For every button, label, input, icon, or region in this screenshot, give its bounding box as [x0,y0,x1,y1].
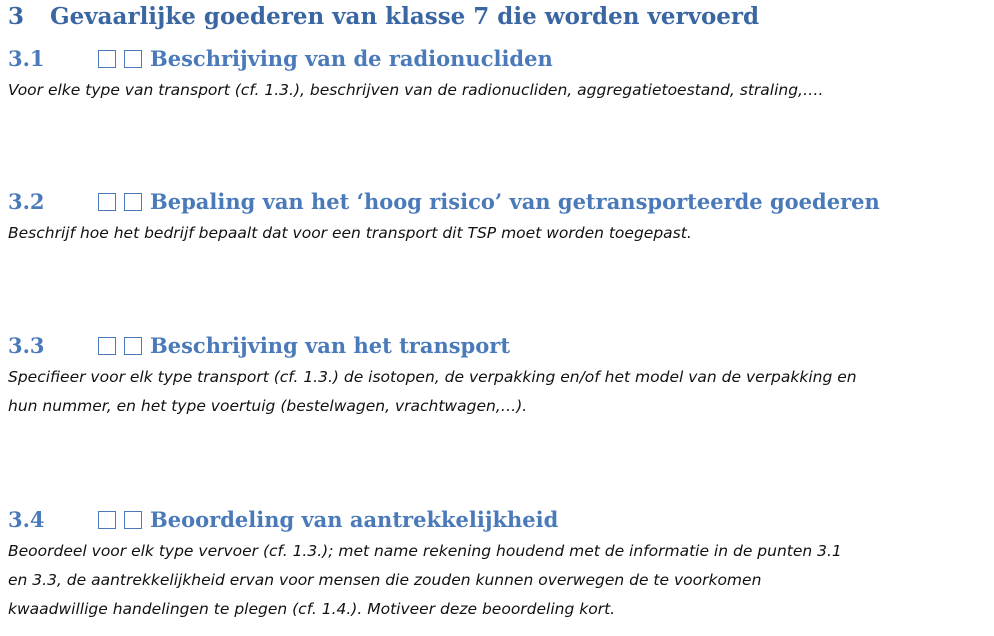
section-number: 3.3 [8,333,45,358]
body-line: en 3.3, de aantrekkelijkheid ervan voor mensen die zouden kunnen overwegen de te voorkomen [8,571,762,589]
section-3-4 [8,503,988,624]
section-heading [8,185,988,219]
section-3-3 [8,329,988,421]
body-line: kwaadwillige handelingen te plegen (cf. 1.4.). Motiveer deze beoordeling kort. [8,600,616,618]
section-title: Beoordeling van aantrekkelijkheid [150,507,559,532]
chapter-number: 3 [8,3,25,30]
checkbox-icon[interactable] [98,511,116,529]
checkbox-icon[interactable] [98,50,116,68]
chapter-heading [8,0,759,34]
section-body [8,76,988,105]
checkbox-icon[interactable] [98,193,116,211]
body-line: Specifieer voor elk type transport (cf. 1.3.) de isotopen, de verpakking en/of het model van de verpakking en [8,368,857,386]
section-body [8,537,988,624]
body-line: Beschrijf hoe het bedrijf bepaalt dat voor een transport dit TSP moet worden toegepast. [8,224,692,242]
section-heading [8,503,988,537]
body-line: Beoordeel voor elk type vervoer (cf. 1.3.); met name rekening houdend met de informatie in de punten 3.1 [8,542,842,560]
chapter-title: Gevaarlijke goederen van klasse 7 die worden vervoerd [50,3,760,30]
section-number: 3.4 [8,507,45,532]
section-heading [8,329,988,363]
body-line: Voor elke type van transport (cf. 1.3.), beschrijven van de radionucliden, aggregatietoestand, straling,…. [8,81,824,99]
section-number: 3.1 [8,46,45,71]
checkbox-icon[interactable] [124,193,142,211]
section-title: Bepaling van het ‘hoog risico’ van getransporteerde goederen [150,189,880,214]
section-body [8,219,988,248]
checkbox-icon[interactable] [124,511,142,529]
checkbox-icon[interactable] [98,337,116,355]
section-3-1 [8,42,988,105]
section-heading [8,42,988,76]
section-title: Beschrijving van het transport [150,333,511,358]
checkbox-icon[interactable] [124,50,142,68]
checkbox-icon[interactable] [124,337,142,355]
section-3-2 [8,185,988,248]
section-body [8,363,988,421]
section-number: 3.2 [8,189,45,214]
body-line: hun nummer, en het type voertuig (bestelwagen, vrachtwagen,…). [8,397,528,415]
section-title: Beschrijving van de radionucliden [150,46,553,71]
